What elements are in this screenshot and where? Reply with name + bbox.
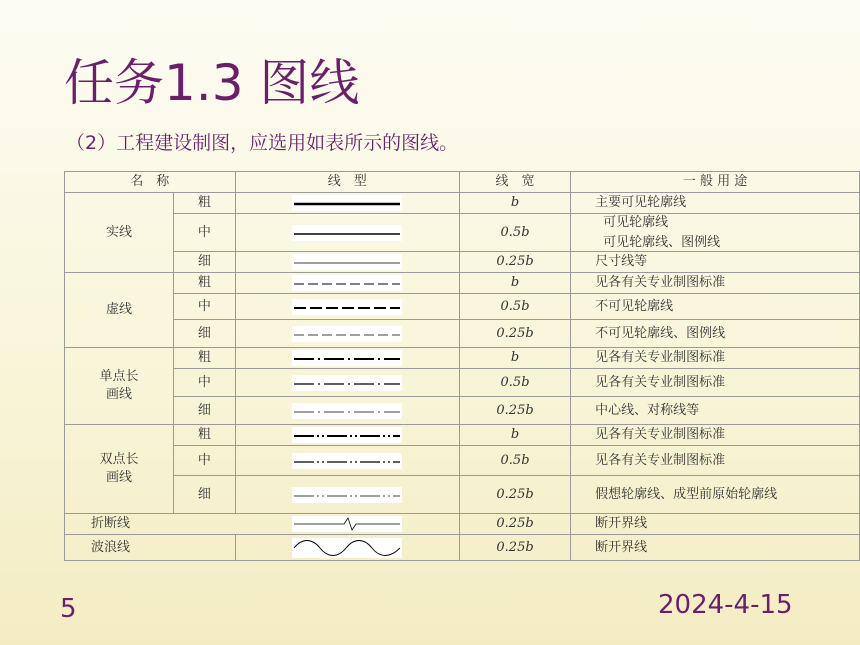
table-row <box>65 273 860 294</box>
page-number: 5 <box>60 594 77 624</box>
width-cell: b <box>460 193 571 214</box>
line-sample-solid-medium <box>235 214 459 252</box>
width-cell: b <box>460 273 571 294</box>
usage-cell: 见各有关专业制图标准 <box>571 273 860 294</box>
width-cell: 0.5b <box>460 369 571 397</box>
line-sample-solid-thin <box>235 252 459 273</box>
table-row <box>65 535 860 561</box>
grade-cell: 粗 <box>174 273 235 294</box>
table-row <box>65 369 860 397</box>
usage-cell: 主要可见轮廓线 <box>571 193 860 214</box>
width-cell: 0.25b <box>460 514 571 535</box>
line-types-table <box>64 171 860 561</box>
width-cell: 0.5b <box>460 294 571 320</box>
usage-cell: 断开界线 <box>571 514 860 535</box>
usage-cell: 假想轮廓线、成型前原始轮廓线 <box>571 476 860 514</box>
table-row <box>65 193 860 214</box>
usage-cell: 中心线、对称线等 <box>571 397 860 425</box>
table-row <box>65 446 860 476</box>
usage-cell <box>571 214 860 252</box>
line-sample-chain-medium <box>235 369 459 397</box>
name-break-line: 折断线 <box>65 514 236 535</box>
table-row <box>65 252 860 273</box>
line-sample-dashed-thick <box>235 273 459 294</box>
header-type: 线 型 <box>235 172 459 193</box>
header-name: 名 称 <box>65 172 236 193</box>
line-sample-double-chain-thin <box>235 476 459 514</box>
grade-cell: 中 <box>174 369 235 397</box>
group-name-line: 双点长 <box>99 452 139 467</box>
usage-cell: 见各有关专业制图标准 <box>571 425 860 446</box>
line-sample-chain-thick <box>235 348 459 369</box>
header-width: 线 宽 <box>460 172 571 193</box>
usage-cell: 见各有关专业制图标准 <box>571 348 860 369</box>
usage-cell: 见各有关专业制图标准 <box>571 369 860 397</box>
width-cell: 0.5b <box>460 446 571 476</box>
table-row <box>65 514 860 535</box>
grade-cell: 细 <box>174 320 235 348</box>
grade-cell: 细 <box>174 252 235 273</box>
line-sample-dashed-thin <box>235 320 459 348</box>
table-row <box>65 294 860 320</box>
table-row <box>65 320 860 348</box>
grade-cell: 中 <box>174 446 235 476</box>
width-cell: 0.25b <box>460 252 571 273</box>
grade-cell: 细 <box>174 476 235 514</box>
width-cell: 0.5b <box>460 214 571 252</box>
line-sample-solid-thick <box>235 193 459 214</box>
grade-cell: 中 <box>174 294 235 320</box>
table-row <box>65 476 860 514</box>
width-cell: 0.25b <box>460 320 571 348</box>
slide-title: 任务1.3 图线 <box>64 54 360 112</box>
line-sample-wave <box>235 535 459 561</box>
table-row <box>65 348 860 369</box>
group-name-dashed: 虚线 <box>65 273 174 348</box>
group-name-solid: 实线 <box>65 193 174 273</box>
grade-cell: 粗 <box>174 348 235 369</box>
group-name-line: 单点长 <box>99 369 139 384</box>
width-cell: 0.25b <box>460 535 571 561</box>
width-cell: 0.25b <box>460 397 571 425</box>
header-usage: 一 般 用 途 <box>571 172 860 193</box>
usage-cell: 不可见轮廓线 <box>571 294 860 320</box>
group-name-double-chain <box>65 425 174 514</box>
table-row <box>65 214 860 252</box>
usage-cell: 尺寸线等 <box>571 252 860 273</box>
grade-cell: 中 <box>174 214 235 252</box>
group-name-line: 画线 <box>106 470 133 485</box>
grade-cell: 粗 <box>174 193 235 214</box>
name-wave-line: 波浪线 <box>65 535 236 561</box>
table-row <box>65 425 860 446</box>
grade-cell: 粗 <box>174 425 235 446</box>
width-cell: b <box>460 348 571 369</box>
line-sample-chain-thin <box>235 397 459 425</box>
group-name-chain <box>65 348 174 425</box>
width-cell: b <box>460 425 571 446</box>
usage-line: 可见轮廓线 <box>603 214 669 230</box>
group-name-line: 画线 <box>106 387 133 402</box>
line-sample-dashed-medium <box>235 294 459 320</box>
usage-cell: 见各有关专业制图标准 <box>571 446 860 476</box>
table-header-row <box>65 172 860 193</box>
table-row <box>65 397 860 425</box>
usage-cell: 断开界线 <box>571 535 860 561</box>
line-sample-double-chain-medium <box>235 446 459 476</box>
line-sample-double-chain-thick <box>235 425 459 446</box>
line-sample-break <box>235 514 459 535</box>
slide-subtitle: （2）工程建设制图，应选用如表所示的图线。 <box>66 132 459 154</box>
slide-date: 2024-4-15 <box>658 590 793 620</box>
width-cell: 0.25b <box>460 476 571 514</box>
grade-cell: 细 <box>174 397 235 425</box>
usage-cell: 不可见轮廓线、图例线 <box>571 320 860 348</box>
usage-line: 可见轮廓线、图例线 <box>603 234 721 250</box>
